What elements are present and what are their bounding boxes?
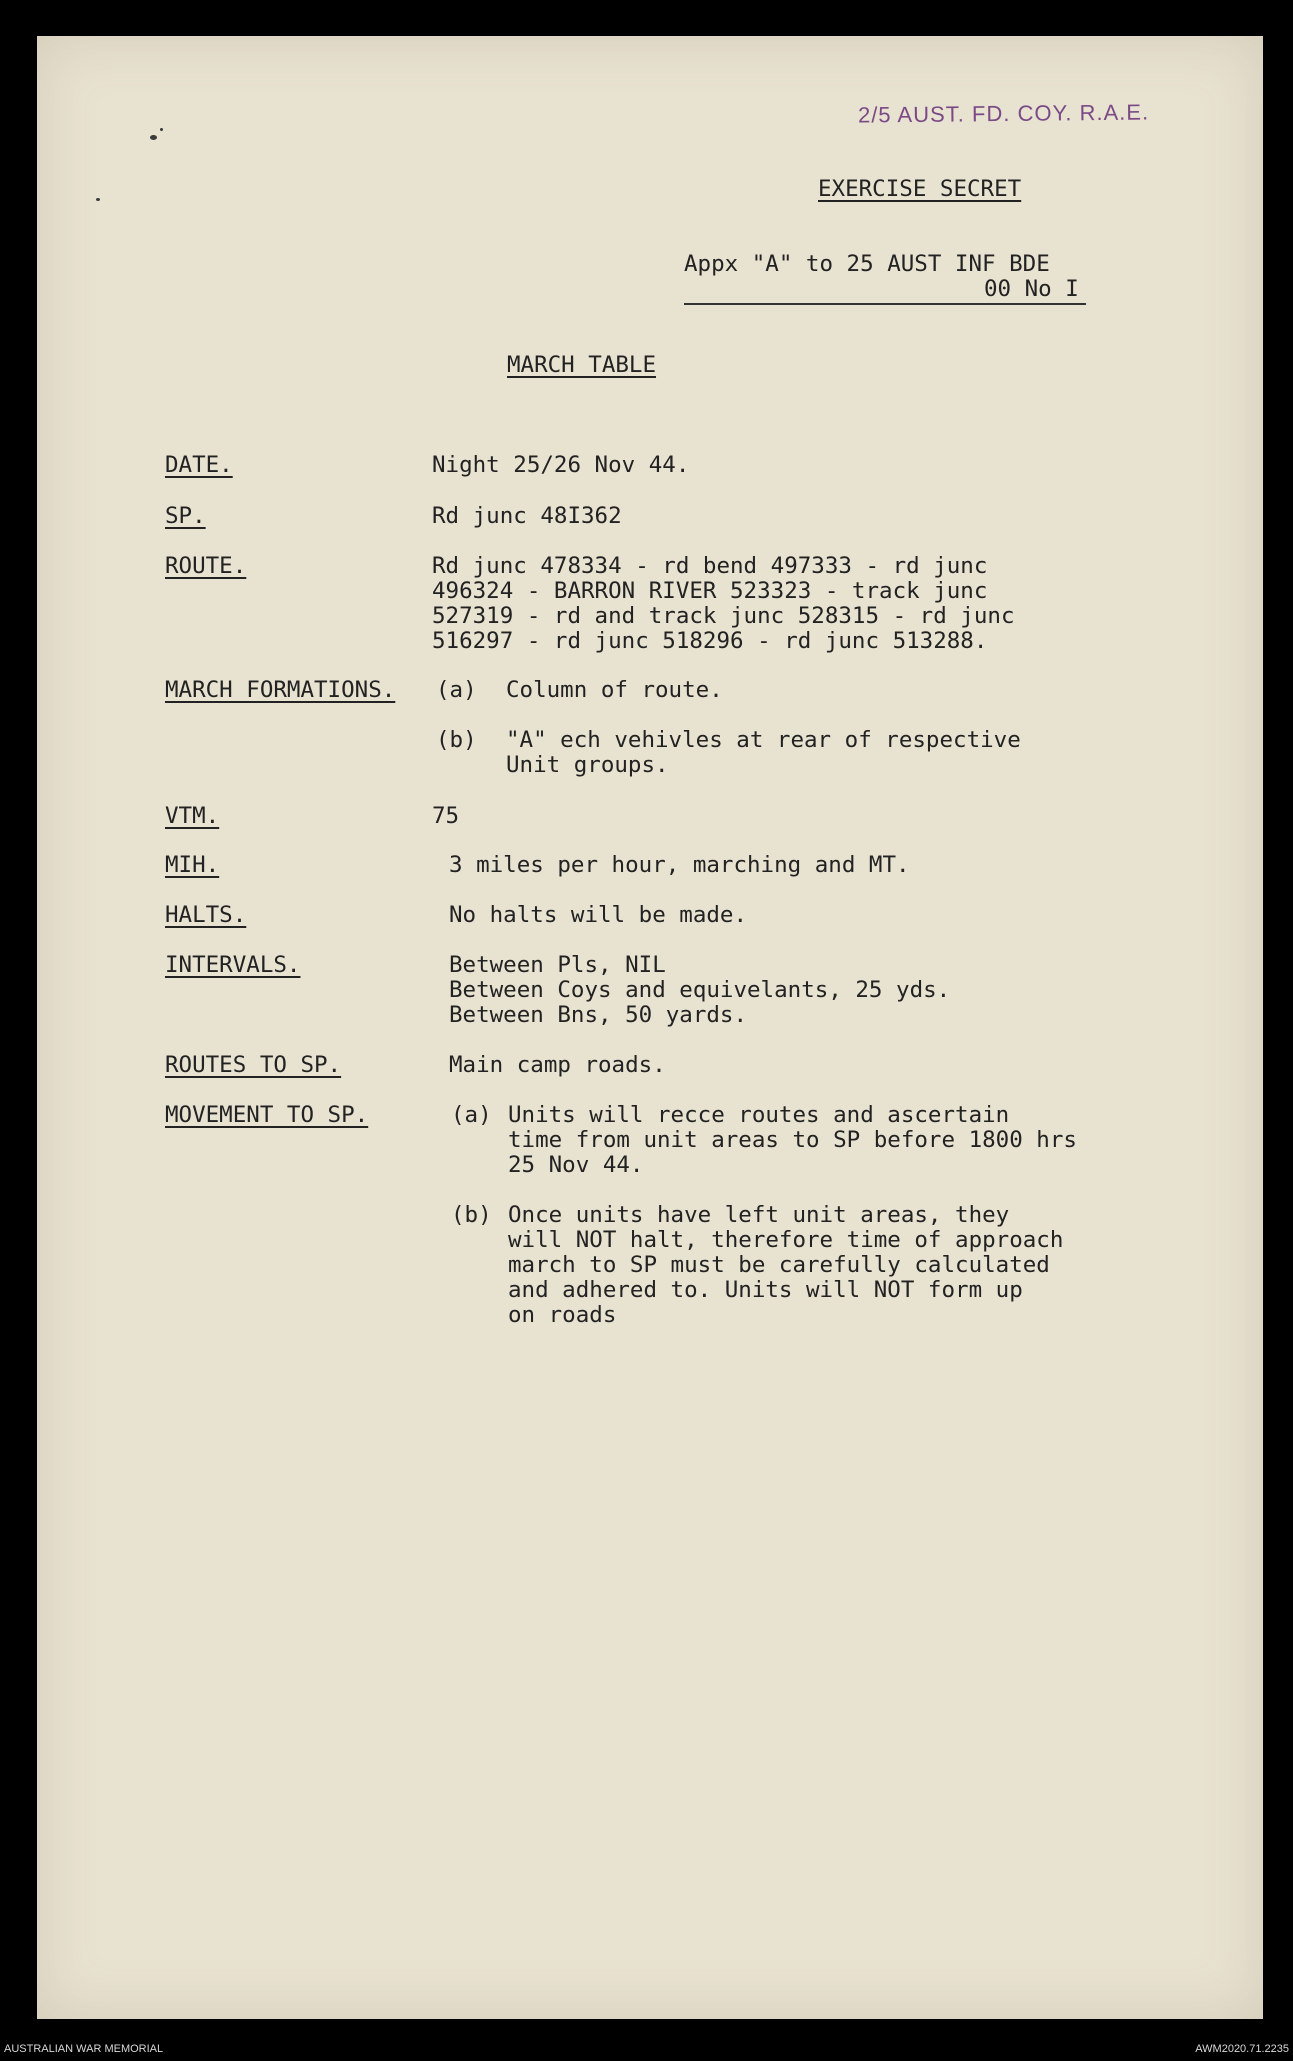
document-title: MARCH TABLE [507,352,657,378]
sp-value: Rd junc 48I362 [432,503,622,529]
march-formations-a-marker: (a) [436,677,477,703]
vtm-label: VTM. [165,803,220,829]
movement-to-sp-b-line: march to SP must be carefully calculated [508,1252,1050,1278]
routes-to-sp-label: ROUTES TO SP. [165,1052,342,1078]
mih-value: 3 miles per hour, marching and MT. [449,852,910,878]
march-formations-b-marker: (b) [436,727,477,753]
route-line: Rd junc 478334 - rd bend 497333 - rd junc [432,553,988,579]
intervals-label: INTERVALS. [165,952,301,978]
movement-to-sp-a-line: 25 Nov 44. [508,1152,644,1178]
movement-to-sp-a-marker: (a) [451,1102,492,1128]
movement-to-sp-b-line: on roads [508,1302,617,1328]
movement-to-sp-a-line: Units will recce routes and ascertain [508,1102,1010,1128]
date-value: Night 25/26 Nov 44. [432,452,690,478]
archive-reference: AWM2020.71.2235 [1195,2043,1289,2055]
movement-to-sp-b-line: Once units have left unit areas, they [508,1202,1010,1228]
appendix-line-1: Appx "A" to 25 AUST INF BDE [684,251,1050,277]
routes-to-sp-value: Main camp roads. [449,1052,666,1078]
archive-credit: AUSTRALIAN WAR MEMORIAL [4,2043,164,2055]
movement-to-sp-b-line: will NOT halt, therefore time of approach [508,1227,1064,1253]
date-label: DATE. [165,452,233,478]
paper-blemish [96,198,100,201]
march-formations-b-line: "A" ech vehivles at rear of respective [506,727,1021,753]
movement-to-sp-label: MOVEMENT TO SP. [165,1102,369,1128]
route-line: 496324 - BARRON RIVER 523323 - track junc [432,578,988,604]
march-formations-label: MARCH FORMATIONS. [165,677,396,703]
movement-to-sp-b-marker: (b) [451,1202,492,1228]
appendix-line-2: 00 No I [984,276,1079,302]
paper-blemish [150,135,157,140]
unit-stamp: 2/5 AUST. FD. COY. R.A.E. [857,99,1150,128]
mih-label: MIH. [165,852,220,878]
movement-to-sp-b-line: and adhered to. Units will NOT form up [508,1277,1023,1303]
intervals-line: Between Coys and equivelants, 25 yds. [449,977,951,1003]
march-formations-a-text: Column of route. [506,677,723,703]
paper-blemish [160,128,163,131]
appendix-underline [684,303,1086,305]
halts-value: No halts will be made. [449,902,748,928]
intervals-line: Between Bns, 50 yards. [449,1002,748,1028]
halts-label: HALTS. [165,902,247,928]
intervals-line: Between Pls, NIL [449,952,666,978]
route-label: ROUTE. [165,553,247,579]
vtm-value: 75 [432,803,460,829]
classification-heading: EXERCISE SECRET [818,176,1022,202]
movement-to-sp-a-line: time from unit areas to SP before 1800 hrs [508,1127,1077,1153]
sp-label: SP. [165,503,206,529]
route-line: 516297 - rd junc 518296 - rd junc 513288. [432,628,988,654]
route-line: 527319 - rd and track junc 528315 - rd junc [432,603,1015,629]
march-formations-b-line: Unit groups. [506,752,669,778]
